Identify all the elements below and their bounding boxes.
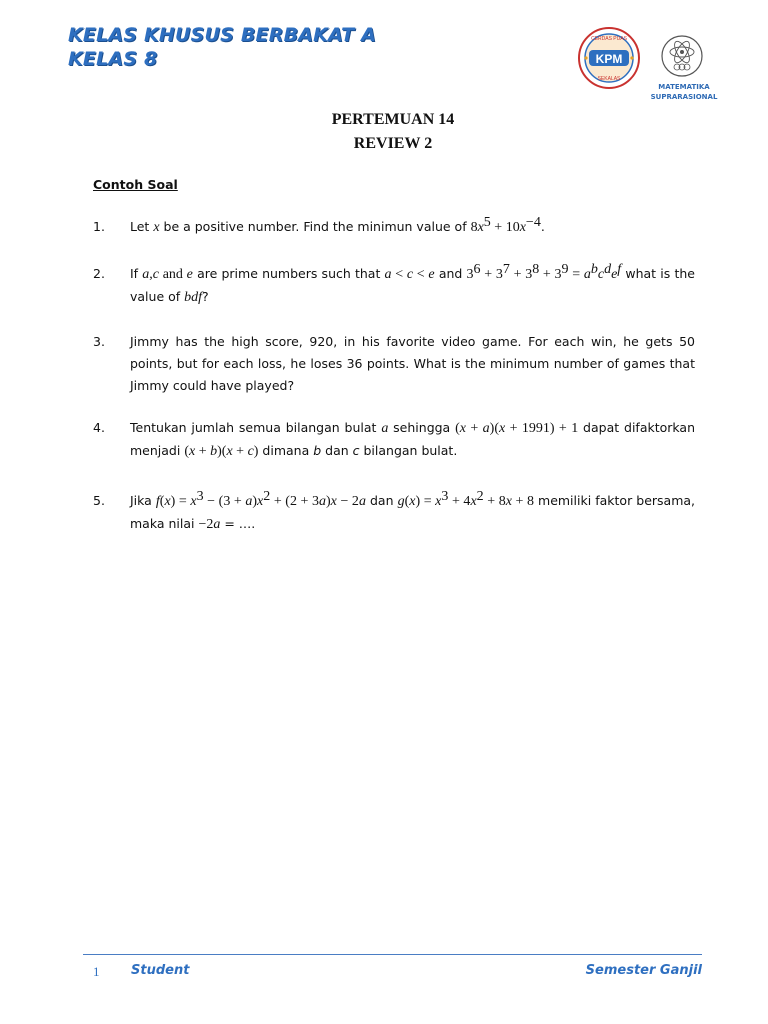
matematika-logo <box>660 34 704 78</box>
kpm-logo <box>573 22 645 94</box>
kpm-logo-arc-top: CERDAS PUAS <box>591 36 627 42</box>
problem-text: Jika $f(x) = x^3 - (3 + a)x^2 + (2 + 3a)x - 2a$ dan $g(x) = x^3 + 4x^2 + 8x + 8$ memiliki faktor bersama, maka nilai −2a = …. <box>130 488 696 532</box>
problem-text: Let x be a positive number. Find the minimun value of $8x^5 + 10x^{-4}$. <box>130 214 545 235</box>
problem-number: 3. <box>93 334 105 349</box>
kpm-logo-arc-bottom: SEKALAS <box>597 76 621 82</box>
matematika-logo-line2: SUPRARASIONAL <box>650 93 718 101</box>
problem-text: Tentukan jumlah semua bilangan bulat a sehingga (x + a)(x + 1991) + 1 dapat difaktorkan menjadi (x + b)(x + c) dimana b dan c bilangan bulat. <box>130 420 696 459</box>
matematika-logo-caption <box>638 82 730 102</box>
header-class-subtitle: KELAS 8 <box>68 48 158 70</box>
footer-divider <box>83 954 702 955</box>
problem-text: If a,c and e are prime numbers such that a < c < e and $3^6 + 3^7 + 3^8 + 3^9 = a^bc^de^f$ what is the value of bdf? <box>130 261 695 305</box>
footer-right-label: Semester Ganjil <box>585 963 702 978</box>
kpm-logo-text: KPM <box>595 52 623 66</box>
header-class-title: KELAS KHUSUS BERBAKAT A <box>68 24 377 46</box>
section-label: Contoh Soal <box>93 177 178 192</box>
problem-number: 5. <box>93 493 105 508</box>
page-title: PERTEMUAN 14 <box>331 111 455 128</box>
matematika-logo-line1: MATEMATIKA <box>658 83 710 91</box>
footer-left-label: Student <box>131 963 190 978</box>
problem-text: Jimmy has the high score, 920, in his favorite video game. For each win, he gets 50 points, but for each loss, he loses 36 points. What is the minimum number of games that Jimmy could have played? <box>130 334 695 393</box>
problem-number: 4. <box>93 420 105 435</box>
page-subtitle: REVIEW 2 <box>353 135 433 152</box>
problem-number: 1. <box>93 219 105 234</box>
problem-number: 2. <box>93 266 105 281</box>
page-number: 1 <box>93 964 100 979</box>
